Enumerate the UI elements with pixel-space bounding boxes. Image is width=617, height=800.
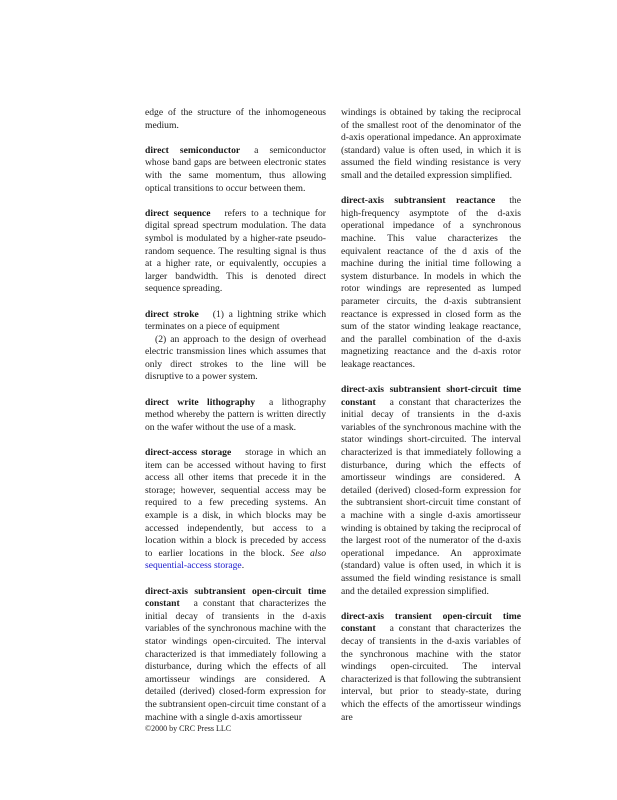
entry-term: direct-axis subtransient open-circuit time constant bbox=[145, 585, 326, 610]
entry-definition: (1) a lightning strike which terminates on a piece of equipment bbox=[145, 308, 326, 333]
left-column bbox=[145, 107, 326, 724]
entry-term: direct sequence bbox=[145, 207, 211, 219]
dictionary-entry bbox=[145, 309, 326, 385]
entry-definition: a constant that characterizes the initial decay of transients in the d-axis variables of the synchronous machine with the stator windings short-circuited. The interval characterized is that immediately following a disturbance, during which the effects of amortisseur windings are considered. A detailed (derived) closed-form expression for the subtransient short-circuit time constant of a machine with a single d-axis amortisseur winding is obtained by taking the reciprocal of the largest root of the numerator of the d-axis operational impedance. An approximate (standard) value is often used, in which it is assumed the field winding resistance is small and the detailed expression simplified. bbox=[341, 396, 521, 597]
right-column bbox=[341, 107, 521, 724]
see-also-label: See also bbox=[290, 547, 326, 559]
dictionary-entry bbox=[341, 195, 521, 371]
entry-definition: refers to a technique for digital spread spectrum modulation. The data symbol is modulated by a higher-rate pseudo-random sequence. The resulting signal is thus at a higher rate, or equivalently, occupies a larger bandwidth. This is denoted direct sequence spreading. bbox=[145, 207, 326, 295]
entry-term: direct stroke bbox=[145, 308, 199, 320]
dictionary-entry bbox=[145, 586, 326, 725]
entry-definition: the high-frequency asymptote of the d-axis operational impedance of a synchronous machine. This value characterizes the equivalent reactance of the d axis of the machine during the initial time following a system disturbance. In models in which the rotor windings are represented as lumped parameter circuits, the d-axis subtransient reactance is expressed in closed form as the sum of the stator winding leakage reactance, and the parallel combination of the d-axis magnetizing reactance and the d-axis rotor leakage reactances. bbox=[341, 195, 521, 370]
entry-definition: a lithography method whereby the pattern is written directly on the wafer without the use of a mask. bbox=[145, 396, 326, 433]
entry-term: direct semiconductor bbox=[145, 144, 241, 156]
dictionary-entry bbox=[145, 208, 326, 296]
dictionary-entry bbox=[145, 397, 326, 435]
entry-definition: a semiconductor whose band gaps are between electronic states with the same momentum, thus allowing optical transitions to occur between them. bbox=[145, 144, 326, 194]
entry-term: direct write lithography bbox=[145, 396, 256, 408]
dictionary-entry: direct-access storage storage in which an item can be accessed without having to first access all other items that precede it in the storage; however, sequential access may be required to a few preceding systems. An example is a disk, in which blocks may be accessed independently, but access to a location within a block is preceded by access to earlier locations in the block. See also sequential-access storage. bbox=[145, 447, 326, 572]
continued-text: edge of the structure of the inhomogeneous medium. bbox=[145, 107, 326, 131]
entry-definition: a constant that characterizes the initial decay of transients in the d-axis variables of the synchronous machine with the stator windings open-circuited. The interval characterized is that immediately following a disturbance, during which the effects of all amortisseur windings are considered. A detailed (derived) closed-form expression for the subtransient open-circuit time constant of a machine with a single d-axis amortisseur bbox=[145, 598, 326, 723]
cross-reference-link[interactable]: sequential-access storage bbox=[145, 560, 242, 572]
entry-definition: a constant that characterizes the decay of transients in the d-axis variables of the synchronous machine with the stator windings open-circuited. The interval characterized is that following the subtransient interval, but prior to steady-state, during which the effects of the amortisseur windings are bbox=[341, 623, 521, 723]
entry-term: direct-access storage bbox=[145, 447, 232, 459]
entry-term: direct-axis subtransient reactance bbox=[341, 195, 496, 207]
entry-term: direct-axis subtransient short-circuit time constant bbox=[341, 384, 521, 408]
continued-text: windings is obtained by taking the reciprocal of the smallest root of the denominator of the d-axis operational impedance. An approximate (standard) value is often used, in which it is assumed the field winding resistance is very small and the detailed expression simplified. bbox=[341, 107, 521, 181]
entry-definition: storage in which an item can be accessed without having to first access all other items that precede it in the storage; however, sequential access may be required to a few preceding systems. An example is a disk, in which blocks may be accessed independently, but access to a location within a block is preceded by access to earlier locations in the block. bbox=[145, 447, 326, 559]
dictionary-entry bbox=[341, 384, 521, 598]
entry-definition-2: (2) an approach to the design of overhead electric transmission lines which assumes that only direct strokes to the line will be disruptive to a power system. bbox=[145, 333, 326, 383]
copyright-footer: ©2000 by CRC Press LLC bbox=[145, 724, 232, 733]
dictionary-entry bbox=[145, 145, 326, 195]
entry-term: direct-axis transient open-circuit time constant bbox=[341, 610, 521, 635]
dictionary-entry bbox=[341, 611, 521, 724]
